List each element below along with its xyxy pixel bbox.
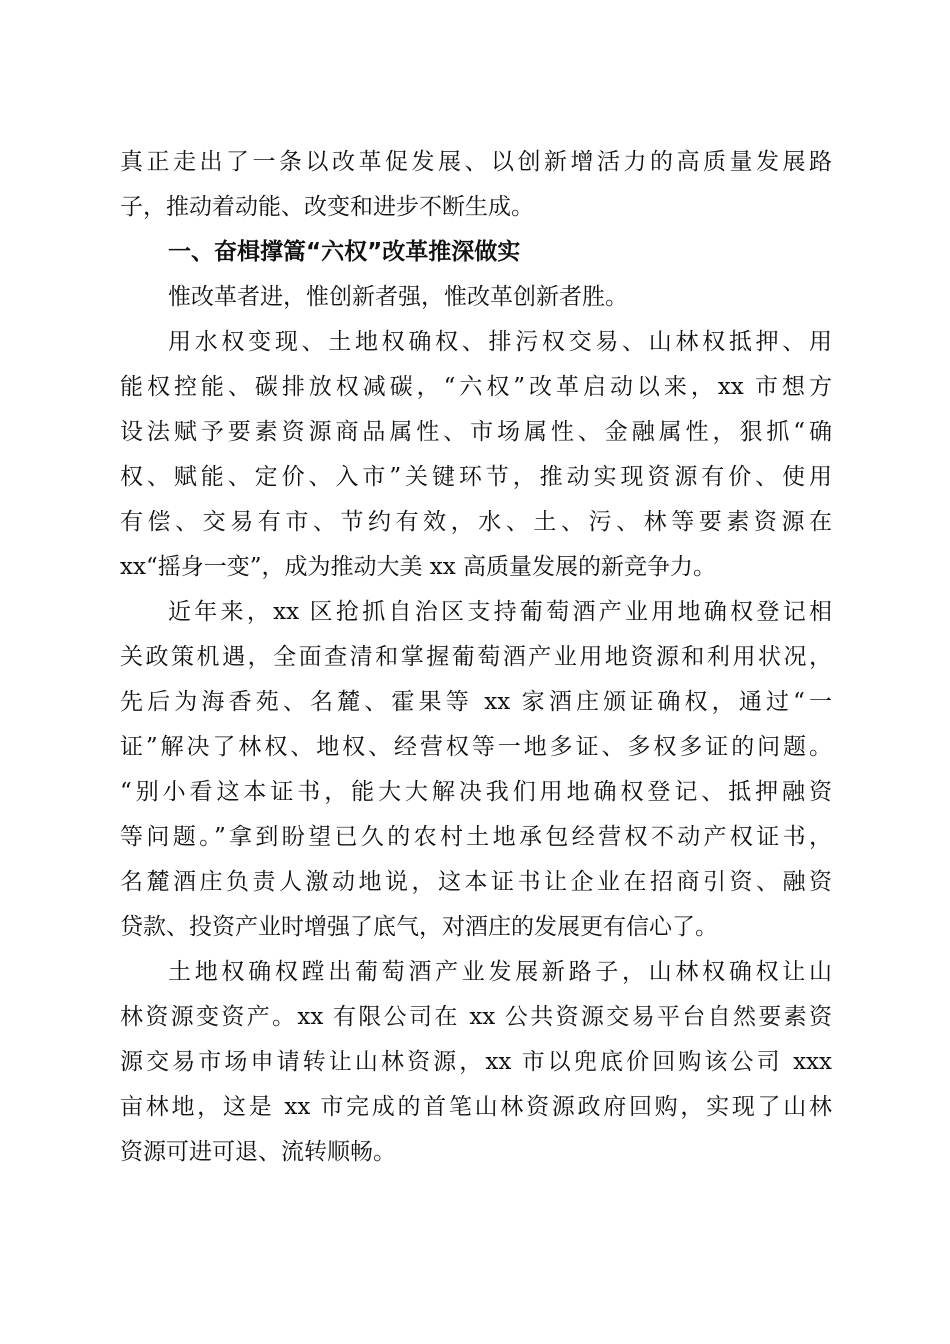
section-heading: 一、奋楫撑篙“六权”改革推深做实 (168, 239, 521, 265)
body-text-line: 等问题。”拿到盼望已久的农村土地承包经营权不动产权证书， (120, 824, 832, 850)
body-text-line: 真正走出了一条以改革促发展、以创新增活力的高质量发展路 (120, 149, 832, 175)
body-text-line: 权、赋能、定价、入市”关键环节，推动实现资源有价、使用 (120, 464, 832, 490)
body-text-line: 先后为海香苑、名麓、霍果等 xx 家酒庄颁证确权，通过“一 (120, 689, 832, 715)
body-text-line: 用水权变现、土地权确权、排污权交易、山林权抵押、用 (168, 329, 832, 355)
body-text-line: xx“摇身一变”，成为推动大美 xx 高质量发展的新竞争力。 (120, 554, 717, 580)
body-text-line: 关政策机遇，全面查清和掌握葡萄酒产业用地资源和利用状况， (120, 644, 832, 670)
body-text-line: 林资源变资产。xx 有限公司在 xx 公共资源交易平台自然要素资 (120, 1004, 832, 1030)
body-text-line: “别小看这本证书，能大大解决我们用地确权登记、抵押融资 (120, 779, 832, 805)
body-text-line: 子，推动着动能、改变和进步不断生成。 (120, 194, 534, 220)
body-text-line: 有偿、交易有市、节约有效，水、土、污、林等要素资源在 (120, 509, 832, 535)
body-text-line: 土地权确权蹚出葡萄酒产业发展新路子，山林权确权让山 (168, 959, 832, 985)
body-text-line: 资源可进可退、流转顺畅。 (120, 1139, 396, 1165)
body-text-line: 证”解决了林权、地权、经营权等一地多证、多权多证的问题。 (120, 734, 832, 760)
body-text-line: 亩林地，这是 xx 市完成的首笔山林资源政府回购，实现了山林 (120, 1094, 832, 1120)
body-text-line: 贷款、投资产业时增强了底气，对酒庄的发展更有信心了。 (120, 914, 718, 940)
body-text-line: 设法赋予要素资源商品属性、市场属性、金融属性，狠抓“确 (120, 419, 832, 445)
body-text-line: 惟改革者进，惟创新者强，惟改革创新者胜。 (168, 284, 628, 310)
body-text-line: 名麓酒庄负责人激动地说，这本证书让企业在招商引资、融资 (120, 869, 832, 895)
body-text-line: 能权控能、碳排放权减碳，“六权”改革启动以来，xx 市想方 (120, 374, 832, 400)
body-text-line: 近年来，xx 区抢抓自治区支持葡萄酒产业用地确权登记相 (168, 599, 832, 625)
body-text-line: 源交易市场申请转让山林资源，xx 市以兜底价回购该公司 xxx (120, 1049, 832, 1075)
